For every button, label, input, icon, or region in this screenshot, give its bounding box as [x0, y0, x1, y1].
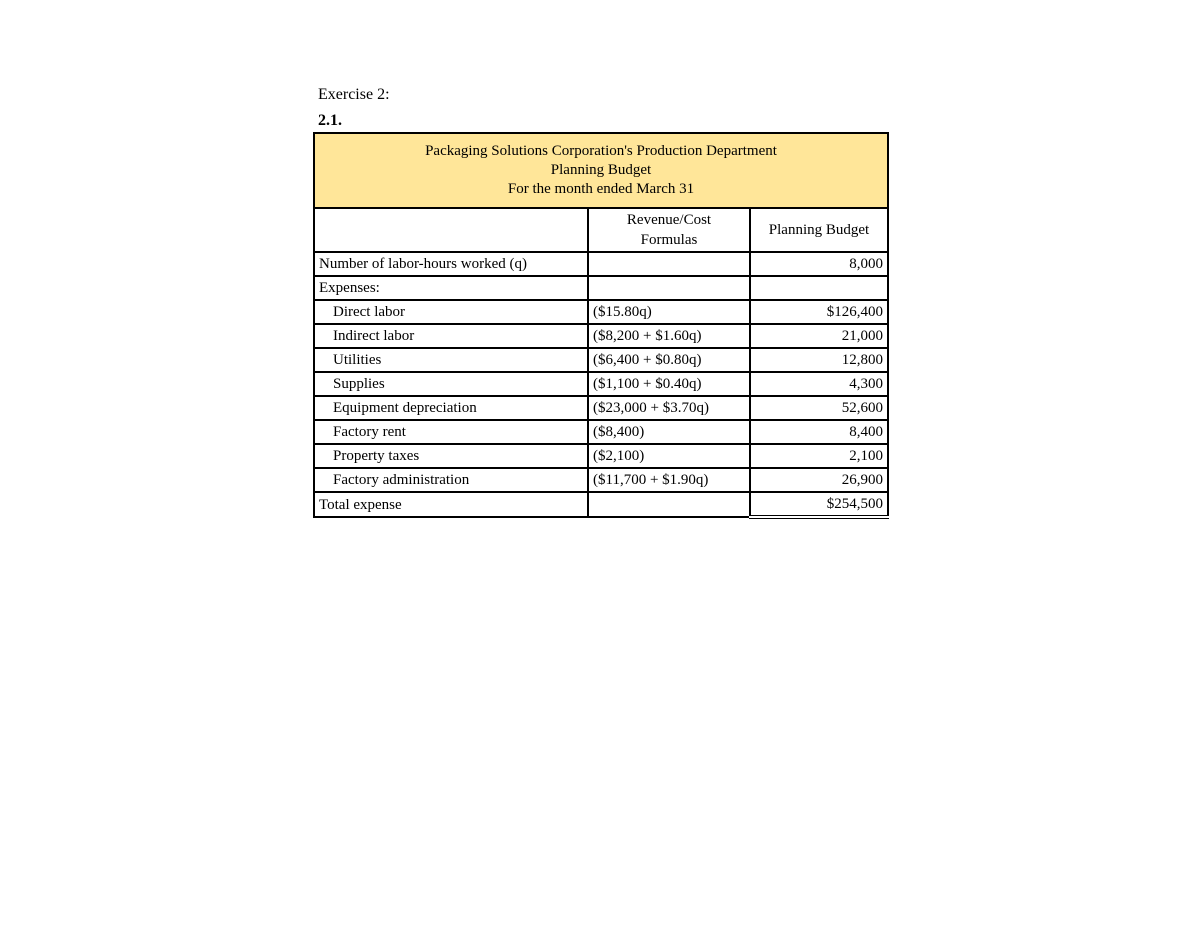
exercise-subheading: 2.1. [318, 112, 342, 129]
expense-label: Factory administration [314, 468, 588, 492]
labor-hours-label: Number of labor-hours worked (q) [314, 252, 588, 276]
formula-header-line2: Formulas [640, 232, 698, 248]
expense-value: 21,000 [750, 324, 888, 348]
table-header-row [314, 133, 888, 208]
total-expense-value: $254,500 [750, 492, 888, 517]
expense-label: Equipment depreciation [314, 396, 588, 420]
expense-value: 12,800 [750, 348, 888, 372]
expense-formula: ($1,100 + $0.40q) [588, 372, 750, 396]
table-header [314, 133, 888, 208]
expenses-label: Expenses: [314, 276, 588, 300]
expense-label: Property taxes [314, 444, 588, 468]
expenses-heading-blank [750, 276, 888, 300]
total-expense-label: Total expense [314, 492, 588, 517]
table-row [314, 300, 888, 324]
expense-value: 26,900 [750, 468, 888, 492]
table-row [314, 468, 888, 492]
expense-value: 52,600 [750, 396, 888, 420]
expense-label: Supplies [314, 372, 588, 396]
table-row [314, 396, 888, 420]
column-header-blank [314, 208, 588, 252]
labor-hours-value: 8,000 [750, 252, 888, 276]
expense-formula: ($2,100) [588, 444, 750, 468]
expense-label: Factory rent [314, 420, 588, 444]
exercise-title: Exercise 2: [318, 86, 390, 103]
header-budget-line: Planning Budget [550, 162, 652, 178]
expense-value: 4,300 [750, 372, 888, 396]
table-row [314, 324, 888, 348]
header-period-line: For the month ended March 31 [507, 181, 695, 197]
table-row [314, 348, 888, 372]
planning-budget-table [313, 132, 889, 519]
table-row [314, 372, 888, 396]
expense-value: 8,400 [750, 420, 888, 444]
total-expense-row [314, 492, 888, 517]
expense-formula: ($6,400 + $0.80q) [588, 348, 750, 372]
header-company-line: Packaging Solutions Corporation's Production Department [425, 143, 777, 159]
expense-label: Utilities [314, 348, 588, 372]
expense-formula: ($23,000 + $3.70q) [588, 396, 750, 420]
expense-value: 2,100 [750, 444, 888, 468]
expense-formula: ($15.80q) [588, 300, 750, 324]
formula-header-line1: Revenue/Cost [626, 212, 712, 228]
expense-value: $126,400 [750, 300, 888, 324]
expense-formula: ($8,200 + $1.60q) [588, 324, 750, 348]
column-header-row [314, 208, 888, 252]
table-row [314, 444, 888, 468]
expense-formula: ($8,400) [588, 420, 750, 444]
total-expense-formula-blank [588, 492, 750, 517]
labor-hours-formula [588, 252, 750, 276]
labor-hours-row [314, 252, 888, 276]
table-row [314, 420, 888, 444]
expenses-heading-row [314, 276, 888, 300]
expense-label: Direct labor [314, 300, 588, 324]
expense-label: Indirect labor [314, 324, 588, 348]
column-header-formulas [588, 208, 750, 252]
column-header-budget: Planning Budget [750, 208, 888, 252]
expenses-heading-blank [588, 276, 750, 300]
expense-formula: ($11,700 + $1.90q) [588, 468, 750, 492]
